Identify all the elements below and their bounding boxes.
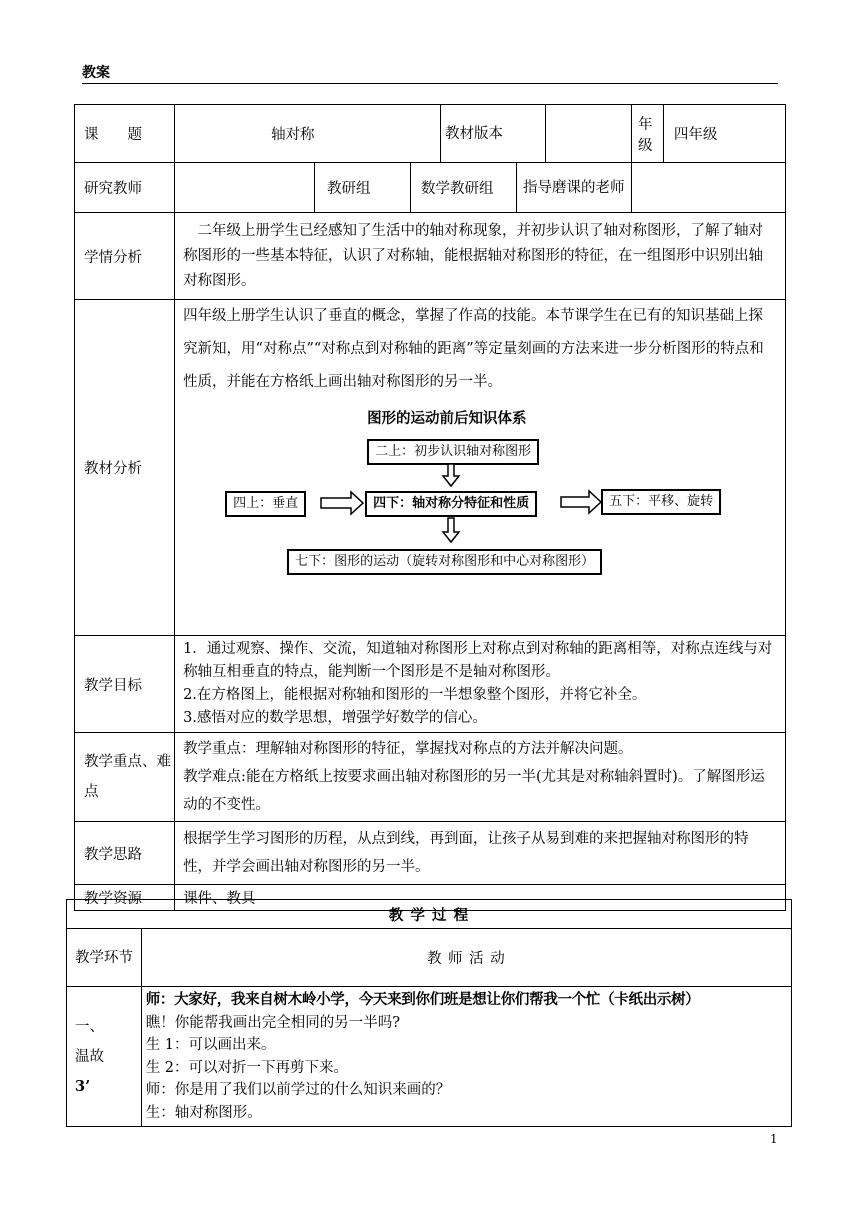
grade-value: 四年级 [663, 105, 785, 163]
objective-item-2: 2.在方格图上，能根据对称轴和图形的一半想象整个图形，并将它补全。 [183, 687, 647, 703]
activity-header: 教 师 活 动 [141, 929, 791, 987]
diagram-arrows [183, 407, 773, 607]
stage-1-activity [141, 987, 791, 1127]
diagram-box-left: 四上：垂直 [225, 491, 306, 517]
stage-1-time: 3’ [75, 1077, 91, 1095]
activity-line: 生 2：可以对折一下再剪下来。 [145, 1059, 349, 1076]
objectives-label: 教学目标 [75, 636, 175, 733]
activity-line: 瞧！你能帮我画出完全相同的另一半吗? [145, 1014, 400, 1031]
arrow-right-icon [561, 491, 601, 513]
teaching-process-table [66, 899, 792, 1127]
objective-item-3: 3.感悟对应的数学思想，增强学好数学的信心。 [183, 710, 487, 726]
objective-item-1: 1．通过观察、操作、交流，知道轴对称图形上对称点到对称轴的距离相等，对称点连线与对称轴互相垂直的特点，能判断一个图形是不是轴对称图形。 [183, 641, 773, 680]
resources-label: 教学资源 [75, 885, 175, 911]
material-analysis-cell [175, 300, 786, 636]
header-title: 教案 [82, 65, 110, 81]
material-analysis-text: 四年级上册学生认识了垂直的概念，掌握了作高的技能。本节课学生在已有的知识基础上探究新知，用“对称点”“对称点到对称轴的距离”等定量刻画的方法来进一步分析图形的特点和性质，并能在方格纸上画出轴对称图形的另一半。 [183, 308, 764, 390]
mentor-value [631, 163, 785, 213]
header-rule [82, 83, 778, 84]
process-title: 教 学 过 程 [67, 900, 792, 929]
activity-line: 生 1：可以画出来。 [145, 1037, 276, 1053]
student-analysis-label: 学情分析 [75, 213, 175, 300]
material-analysis-label: 教材分析 [75, 300, 175, 636]
objectives-cell [175, 636, 786, 733]
teacher-label: 研究教师 [75, 163, 175, 213]
textbook-label: 教材版本 [441, 105, 546, 163]
activity-line: 师：你是用了我们以前学过的什么知识来画的？ [145, 1082, 451, 1098]
diagram-box-bottom: 七下：图形的运动（旋转对称图形和中心对称图形） [287, 549, 602, 575]
approach-text: 根据学生学习图形的历程，从点到线，再到面，让孩子从易到难的来把握轴对称图形的特性，并学会画出轴对称图形的另一半。 [175, 822, 786, 885]
topic-value: 轴对称 [175, 105, 441, 163]
stage-1-cell [67, 987, 142, 1127]
lesson-info-table [74, 104, 786, 911]
approach-label: 教学思路 [75, 822, 175, 885]
topic-label: 课 题 [75, 105, 175, 163]
key-difficulty: 教学难点:能在方格纸上按要求画出轴对称图形的另一半(尤其是对称轴斜置时)。了解图形运动的不变性。 [183, 769, 765, 813]
key-points-label: 教学重点、难点 [75, 733, 175, 822]
diagram-box-center: 四下：轴对称分特征和性质 [365, 491, 537, 517]
activity-line: 生：轴对称图形。 [145, 1104, 262, 1121]
teacher-value [175, 163, 315, 213]
resources-text: 课件、教具 [175, 885, 786, 911]
page-number: 1 [770, 1132, 778, 1146]
knowledge-diagram [183, 407, 773, 607]
activity-line: 师：大家好，我来自树木岭小学，今天来到你们班是想让你们帮我一个忙（卡纸出示树） [145, 991, 700, 1008]
stage-header: 教学环节 [67, 929, 142, 987]
diagram-box-right: 五下：平移、旋转 [601, 489, 721, 515]
arrow-down-icon [443, 464, 459, 486]
group-label: 教研组 [315, 163, 411, 213]
mentor-label: 指导磨课的老师 [516, 163, 631, 213]
diagram-title: 图形的运动前后知识体系 [367, 411, 527, 427]
group-value: 数学教研组 [411, 163, 517, 213]
stage-1-name: 温故 [75, 1048, 104, 1065]
diagram-box-top: 二上：初步认识轴对称图形 [367, 439, 539, 465]
key-points-cell [175, 733, 786, 822]
grade-label: 年级 [631, 105, 663, 163]
key-focus: 教学重点：理解轴对称图形的特征，掌握找对称点的方法并解决问题。 [183, 741, 633, 757]
arrow-right-icon [321, 492, 363, 514]
arrow-down-icon [443, 518, 459, 542]
textbook-value [545, 105, 631, 163]
student-analysis-text: 二年级上册学生已经感知了生活中的轴对称现象，并初步认识了轴对称图形，了解了轴对称图形的一些基本特征，认识了对称轴，能根据轴对称图形的特征，在一组图形中识别出轴对称图形。 [175, 213, 786, 300]
stage-1-number: 一、 [75, 1018, 104, 1035]
